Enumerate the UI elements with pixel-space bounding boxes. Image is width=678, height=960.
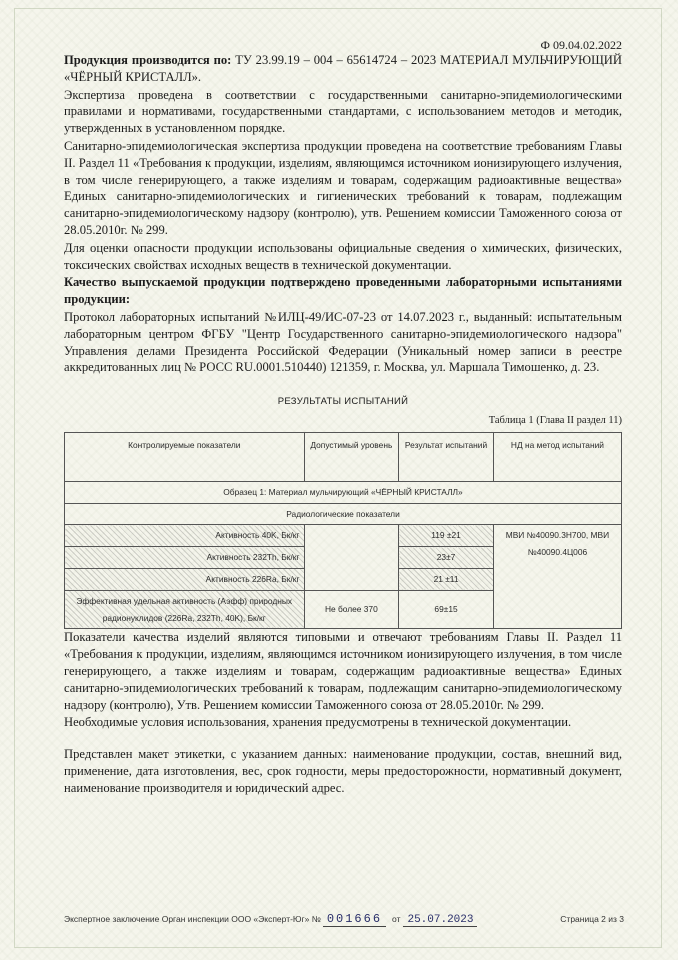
conclusion-date: 25.07.2023 [403,914,477,927]
result-cell: 69±15 [399,590,494,629]
paragraph-hazard: Для оценки опасности продукции использованы официальные сведения о химических, физических, токсических свойствах исходных веществ в технической документации. [64,240,622,272]
intro-text: ТУ 23.99.19 – 004 – 65614724 – 2023 МАТЕРИАЛ МУЛЬЧИРУЮЩИЙ «ЧЁРНЫЙ КРИСТАЛЛ». [64,53,622,84]
level-cell: Не более 370 [304,590,399,629]
sample-row: Образец 1: Материал мульчирующий «ЧЁРНЫЙ КРИСТАЛЛ» [65,481,622,503]
header-method: НД на метод испытаний [493,432,621,481]
indicator-cell: Активность 232Th, Бк/кг [65,547,305,569]
header-level: Допустимый уровень [304,432,399,481]
label-info-paragraph: Представлен макет этикетки, с указанием данных: наименование продукции, состав, внешний вид, применение, дата изготовления, вес, срок годности, меры предосторожности, нормативный документ, наименование производителя и юридический адрес. [64,747,622,795]
header-result: Результат испытаний [399,432,494,481]
conclusion-paragraph: Показатели качества изделий являются типовыми и отвечают требованиям Главы II. Раздел 11 «Требования к продукции, изделиям, являющимся источником ионизирующего излучения, в том числе генерирующего, а также изделиям и товарам, содержащим радиоактивные вещества» Единых санитарно-эпидемиологических требований к товарам, подлежащим санитарно-эпидемиологическому надзору (контролю), Утв. Решением комиссии Таможенного союза от 28.05.2010г. № 299. [64,630,622,712]
footer-label: Экспертное заключение Орган инспекции ООО «Эксперт-Юг» № [64,914,321,924]
table-reference: Таблица 1 (Глава II раздел 11) [488,414,622,426]
document-body [64,52,622,797]
paragraph-expertise: Экспертиза проведена в соответствии с государственными санитарно-эпидемиологическими правилами и нормативами, государственными стандартами, с использованием методов и методик, утвержденных в установленном порядке. [64,87,622,136]
method-cell: МВИ №40090.3Н700, МВИ №40090.4Ц006 [493,525,621,629]
result-cell: 119 ±21 [399,525,494,547]
results-table [64,432,622,630]
quality-heading: Качество выпускаемой продукции подтверждено проведенными лабораторными испытаниями продукции: [64,275,622,307]
result-cell: 23±7 [399,547,494,569]
conditions-paragraph: Необходимые условия использования, хранения предусмотрены в технической документации. [64,715,572,730]
conclusion-number: 001666 [323,912,386,927]
intro-paragraph [64,52,622,86]
page-footer [64,912,624,927]
indicator-cell: Активность 40K, Бк/кг [65,525,305,547]
paragraph-requirements: Санитарно-эпидемиологическая экспертиза продукции проведена на соответствие требованиям Главы II. Раздел 11 «Требования к продукции, изделиям, являющимся источником ионизирующего излучения, в том числе генерирующего, а также изделиям и товарам, содержащим радиоактивные вещества» Единых санитарно-эпидемиологических и гигиенических требований к товарам, подлежащим санитарно-эпидемиологическому надзору (контролю), утв. Решением комиссии Таможенного союза от 28.05.2010г. № 299. [64,138,622,237]
intro-label: Продукция производится по: [64,53,232,67]
page-number: Страница 2 из 3 [560,914,624,924]
indicator-cell: Эффективная удельная активность (Аэфф) природных радионуклидов (226Ra, 232Th, 40K), Бк/кг [65,590,305,629]
result-cell: 21 ±11 [399,568,494,590]
footer-from: от [392,914,401,924]
indicator-cell: Активность 226Ra, Бк/кг [65,568,305,590]
header-indicator: Контролируемые показатели [65,432,305,481]
section-row: Радиологические показатели [65,503,622,525]
level-cell [304,525,399,590]
protocol-paragraph: Протокол лабораторных испытаний №ИЛЦ-49/ИС-07-23 от 14.07.2023 г., выданный: испытательным лабораторным центром ФГБУ "Центр Государственного санитарно-эпидемиологического надзора" Управления делами Президента Российской Федерации (Уникальный номер записи в реестре аккредитованных лиц № РОСС RU.0001.510440) 121359, г. Москва, ул. Маршала Тимошенко, д. 23. [64,309,622,375]
table-row [65,525,622,547]
results-title: РЕЗУЛЬТАТЫ ИСПЫТАНИЙ [277,396,409,408]
form-code: Ф 09.04.02.2022 [540,38,622,52]
